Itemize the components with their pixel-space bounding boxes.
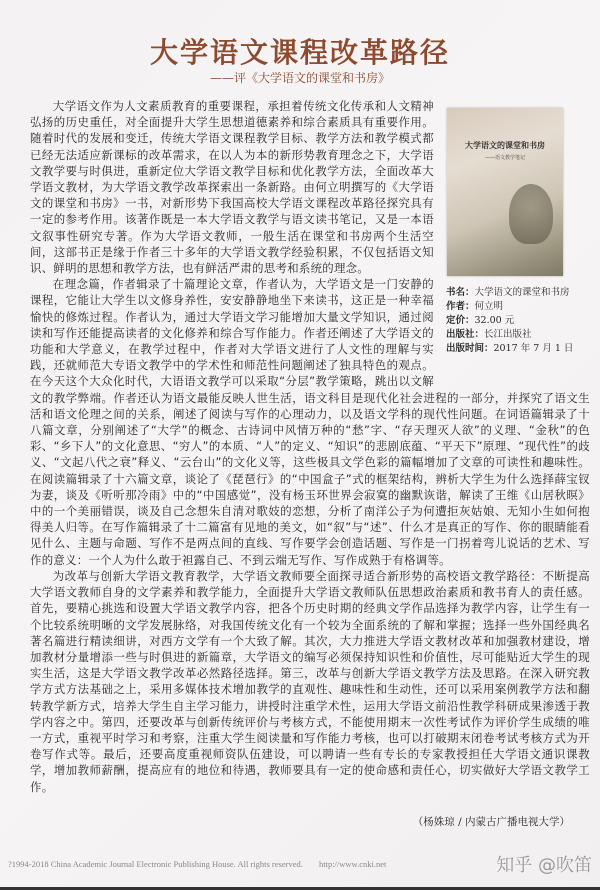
info-value: 何立明 [474,301,504,312]
info-label: 出版时间： [446,343,494,354]
book-cover-image [447,108,563,276]
book-info-author [446,300,590,314]
cnki-link[interactable]: http://www.cnki.net [318,858,387,869]
book-info-title [446,286,590,300]
info-label: 出版社： [446,329,485,340]
article-subtitle: ——评《大学语文的课堂和书房》 [209,71,390,85]
lotus-illustration [509,184,553,244]
info-value: 大学语文的课堂和书房 [474,287,570,298]
info-value: 32.00 元 [474,315,515,326]
paragraph: 大学语文作为人文素质教育的重要课程，承担着传统文化传承和人文精神弘扬的历史重任，对全面提升大学生思想道德素养和综合素质具有重要作用。随着时代的发展和变迁，传统大学语文课程教学目标、教学方法和教学模式都已经无法适应新课标的改革需求，在以人为本的新形势教育理念之下，大学语文教学要与时俱进，重新定位大学语文教学目标和优化教学方法，全面改革大学语文教材，为大学语文教学改革探索出一条新路。由何立明撰写的《大学语文的课堂和书房》一书，对新形势下我国高校大学语文课程改革路径探究具有一定的参考作用。该著作既是一本大学语文教学与语文读书笔记，又是一本语文叙事性研究专著。作为大学语文教师，一般生活在课堂和书房两个生活空间，这部书正是缘于作者三十多年的大学语文教学经验积累，不仅包括语文知识、鲜明的思想和教学方法，也有鲜活严肃的思考和系统的理念。 [30,99,434,276]
cover-subtitle: ——语文教学笔记 [484,155,525,161]
paragraph: 为改革与创新大学语文教育教学，大学语文教师要全面探寻适合新形势的高校语文教学路径：不断提高大学语文教师自身的文学素养和教学能力，全面提升大学语文教师队伍思想政治素质和教书育人的责任感。首先，要精心挑选和设置大学语文教学内容，把各个历史时期的经典文学作品选择为教学内容，让学生有一个比较系统明晰的文学发展脉络，对我国传统文化有一个较为全面系统的了解和掌握；选择一些外国经典名著名篇进行精读细讲，对西方文学有一个大致了解。其次，大力推进大学语文教材改革和加强教材建设，增加教材分量增添一些与时俱进的新篇章，大学语文的编写必须保持知识性和价值性，尽可能贴近大学生的现实生活，这是大学语文教学改革必然路径选择。第三，改革与创新大学语文教学方法及思路。在深入研究教学方式方法基础之上，采用多媒体技术增加教学的直观性、趣味性和生动性，还可以采用案例教学方法和翻转教学新方式，培养大学生自主学习能力，讲授时注重学术性，运用大学语文前沿性教学科研成果渗透于教学内容之中。第四，还要改革与创新传统评价与考核方式，不能使用期末一次性考试作为评价学生成绩的唯一方式，重视平时学习和考察，注重大学生阅读量和写作能力考核，也可以打破期末闭卷考试考核方式为开卷写作式等。最后，还要高度重视师资队伍建设，可以聘请一些有专长的专家教授担任大学语文通识课教学，增加教师薪酬，提高应有的地位和待遇，教师要具有一定的使命感和责任心，切实做好大学语文教学工作。 [30,568,590,794]
book-sidebar [440,98,590,384]
book-info-price [446,314,590,328]
article-title: 大学语文课程改革路径 [149,36,450,69]
book-info-publisher [446,328,590,342]
info-label: 书名： [446,287,475,298]
zhihu-watermark: 知乎 @吹笛 [496,854,592,876]
info-value: 2017 年 7 月 1 日 [493,343,574,354]
footer-row [8,851,592,887]
copyright-footer [8,859,386,869]
cover-title: 大学语文的课堂和书房 [465,140,545,150]
book-info-date [446,342,590,356]
info-value: 长江出版社 [484,329,532,340]
paragraph: 在理念篇，作者辑录了十篇理论文章，作者认为，大学语文是一门安静的课程，它能让大学生以文修身养性，安安静静地坐下来读书，这正是一种幸福愉快的修炼过程。作者认为，通过大学语文学习能增加大量文学知识，通过阅读和写作还能提高读者的文化修养和综合写作能力。作者还阐述了大学语文的功能和大学意义，在教学过程中，作者对大学语文进行了人文性的理解与实践，还就师范大专语文教学中的学术性和师范性问题阐述了独具特色的观点。在今天这个大众化时代，大语语文教学可以采取“分层”教学策略，跳出以文解文的教学弊端。作者还认为语文最能反映人世生活，语文科目是现代化社会进程的一部分，并探究了语文生活和语文伦理之间的关系，阐述了阅读与写作的心理动力，以及语文学科的现代性问题。在词语篇辑录了十八篇文章，分别阐述了“大学”的概念、古诗词中风情万种的“愁”字、“存天理灭人欲”的义理、“金秋”的色彩、“乡下人”的文化意思、“穷人”的本质、“人”的定义、“知识”的悲剧底蕴、“平天下”原理、“现代性”的歧义、“文起八代之衰”释义、“云台山”的文化义等，这些极具文学色彩的篇幅增加了文章的可读性和趣味性。在阅读篇辑录了十六篇文章，谈论了《琵琶行》的“中国盒子”式的框架结构，辨析大学生为什么选择薛宝钗为妻，谈及《听听那冷雨》中的“中国感觉”，没有杨玉环世界会寂寞的幽默诙谐，解读了王维《山居秋暝》中的一个美丽错误，谈及自己念想朱自清对歌妓的恋想，分析了南洋公子为何遭拒灰姑娘、无知小生如何抱得美人归等。在写作篇辑录了十二篇富有见地的美文，如“叙”与“述”、什么才是真正的写作、你的眼睛能看见什么、主题与命题、写作不是两点间的直线、写作要学会创造话题、写作是一门拐着弯儿说话的艺术、写作的意义：一个人为什么敢于袒露自己、不到云端无写作、写作成熟于有格调等。 [30,277,590,567]
info-label: 作者： [446,301,475,312]
author-line: （杨姝琼 / 内蒙古广播电视大学） [412,815,570,828]
info-label: 定价： [446,315,475,326]
book-info [446,286,590,356]
article-body [30,98,590,829]
bottom-bar [0,887,600,890]
copyright-text: ?1994-2018 China Academic Journal Electronic Publishing House. All rights reserved. [8,858,303,869]
